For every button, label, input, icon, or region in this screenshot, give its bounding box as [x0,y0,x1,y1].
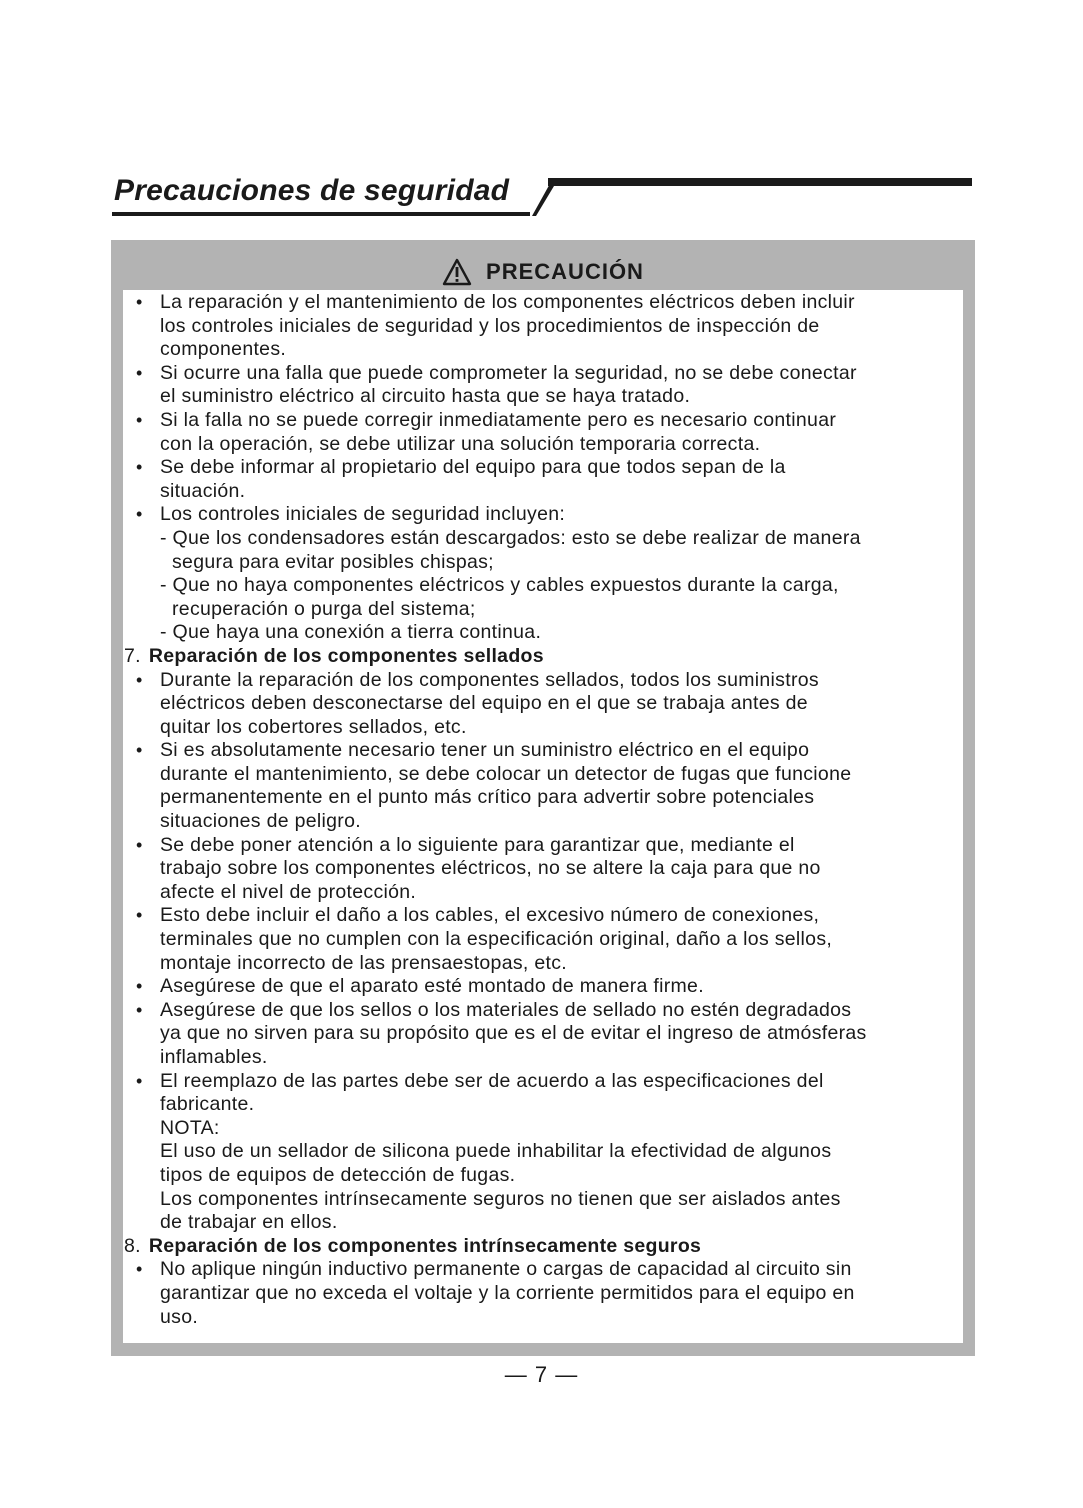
dash-continuation: recuperación o purga del sistema; [172,597,476,620]
bullet-continuation: de trabajar en ellos. [160,1211,338,1234]
title-underline [112,212,530,216]
dash-item: - Que haya una conexión a tierra continua. [160,621,542,644]
bullet-continuation: situación. [160,479,246,502]
bullet-continuation: componentes. [160,338,287,361]
bullet-continuation: Los componentes intrínsecamente seguros no tienen que ser aislados antes [160,1187,841,1210]
caution-body [123,290,963,1343]
bullet-continuation: eléctricos deben desconectarse del equipo en el que se trabaja antes de [160,692,808,715]
bullet-item: • Si es absolutamente necesario tener un suministro eléctrico en el equipo [123,739,963,763]
bullet-continuation: garantizar que no exceda el voltaje y la corriente permitidos para el equipo en [160,1281,855,1304]
bullet-continuation: ya que no sirven para su propósito que es el de evitar el ingreso de atmósferas [160,1022,867,1045]
bullet-continuation: el suministro eléctrico al circuito hasta que se haya tratado. [160,385,691,408]
bullet-continuation: durante el mantenimiento, se debe colocar un detector de fugas que funcione [160,762,852,785]
bullet-continuation: permanentemente en el punto más crítico para advertir sobre potenciales [160,786,815,809]
caution-content [123,291,963,1329]
page-number: — 7 — [504,1362,579,1387]
bullet-continuation: los controles iniciales de seguridad y los procedimientos de inspección de [160,314,820,337]
section-header [112,170,972,222]
bullet-item: • Esto debe incluir el daño a los cables, el excesivo número de conexiones, [123,904,963,928]
dash-item: - Que no haya componentes eléctricos y cables expuestos durante la carga, [160,574,839,597]
caution-label: PRECAUCIÓN [486,259,644,284]
warning-triangle-icon [442,258,472,286]
bullet-item: • Asegúrese de que el aparato esté montado de manera firme. [123,975,963,999]
bullet-item: • El reemplazo de las partes debe ser de acuerdo a las especificaciones del [123,1070,963,1094]
bullet-continuation: afecte el nivel de protección. [160,880,417,903]
bullet-continuation: El uso de un sellador de silicona puede inhabilitar la efectividad de algunos [160,1140,832,1163]
bullet-continuation: terminales que no cumplen con la especificación original, daño a los sellos, [160,928,833,951]
caution-heading [111,254,975,290]
bullet-item: • Se debe poner atención a lo siguiente para garantizar que, mediante el [123,834,963,858]
bullet-continuation: NOTA: [160,1116,220,1139]
bullet-continuation: situaciones de peligro. [160,810,361,833]
caution-box [111,240,975,1356]
bullet-continuation: uso. [160,1305,199,1328]
bullet-continuation: fabricante. [160,1093,255,1116]
bullet-item: • Si ocurre una falla que puede comprometer la seguridad, no se debe conectar [123,362,963,386]
bullet-continuation: con la operación, se debe utilizar una solución temporaria correcta. [160,432,761,455]
bullet-item: • Se debe informar al propietario del equipo para que todos sepan de la [123,456,963,480]
bullet-continuation: quitar los cobertores sellados, etc. [160,715,467,738]
section-heading [123,1235,963,1259]
section-number: 7. [124,644,141,667]
section-heading-text: Reparación de los componentes sellados [148,644,544,667]
bullet-item: • Asegúrese de que los sellos o los materiales de sellado no estén degradados [123,999,963,1023]
bullet-item: • Si la falla no se puede corregir inmediatamente pero es necesario continuar [123,409,963,433]
section-heading [123,645,963,669]
bullet-continuation: inflamables. [160,1046,268,1068]
bullet-item: • No aplique ningún inductivo permanente o cargas de capacidad al circuito sin [123,1258,963,1282]
dash-continuation: segura para evitar posibles chispas; [172,550,494,573]
section-number: 8. [124,1234,141,1257]
bullet-continuation: trabajo sobre los componentes eléctricos, no se altere la caja para que no [160,857,821,880]
bullet-item: • Durante la reparación de los componentes sellados, todos los suministros [123,669,963,693]
dash-item: - Que los condensadores están descargados: esto se debe realizar de manera [160,526,861,549]
bullet-continuation: tipos de equipos de detección de fugas. [160,1163,516,1186]
section-heading-text: Reparación de los componentes intrínsecamente seguros [148,1234,702,1257]
title-top-rule [548,178,972,186]
bullet-item: • Los controles iniciales de seguridad incluyen: [123,503,963,527]
page-title: Precauciones de seguridad [114,174,510,207]
bullet-item: • La reparación y el mantenimiento de los componentes eléctricos deben incluir [123,291,963,315]
bullet-continuation: montaje incorrecto de las prensaestopas, etc. [160,951,567,974]
